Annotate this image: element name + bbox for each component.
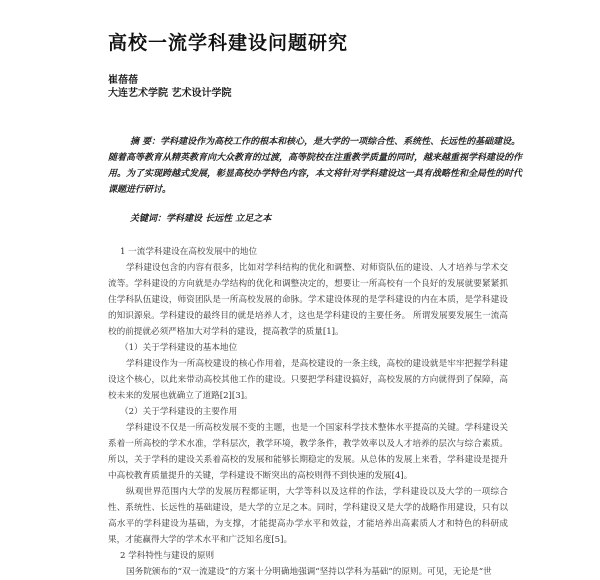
paper-title: 高校一流学科建设问题研究 (108, 32, 349, 54)
author-name: 崔蓓蓓 (108, 75, 138, 86)
paragraph-4: 纵观世界范围内大学的发展历程都证明，大学等科以及这样的作法，学科建设以及大学的一项综合性、系统性、长远性的基础建设，是大学的立足之本。同时，学科建设又是大学的战略作用建设，只有以高水平的学科建设为基础，为支撑，才能提高办学水平和效益，才能培养出高素质人才和特色的科研成果，才能赢得大学的学术水平和广泛知名度[5]。 (108, 487, 508, 545)
subsection-heading-1: （1）关于学科建设的基本地位 (120, 343, 238, 353)
body-text (108, 244, 508, 580)
paragraph-5: 国务院颁布的“双一流建设”的方案十分明确地强调“坚持以学科为基础”的原则。可见，无论是“世 (126, 567, 492, 577)
paragraph-1: 学科建设包含的内容有很多，比如对学科结构的优化和调整、对师资队伍的建设、人才培养与学术交流等。学科建设的方向就是办学结构的优化和调整决定的，想要让一所高校有一个良好的发展就要紧紧抓住学科队伍建设，师资团队是一所高校发展的命脉。学术建设体现的是学科建设的内在本质，是学科建设的知识源泉。学科建设的最终目的就是培养人才，这也是学科建设的主要任务。 所谓发展要发展生一流高校的前提就必须严格加大对学科的建设，提高教学的质量[1]。 (108, 263, 508, 337)
author-affiliation: 大连艺术学院 艺术设计学院 (108, 88, 232, 99)
paragraph-2: 学科建设作为一所高校建设的核心作用着，是高校建设的一条主线，高校的建设就是牢牢把握学科建设这个核心，以此来带动高校其他工作的建设。只要把学科建设搞好，高校发展的方向就得到了保障，高校未来的发展也就确立了道路[2][3]。 (108, 359, 508, 401)
keywords: 关键词：学科建设 长远性 立足之本 (130, 214, 272, 224)
subsection-heading-2: （2）关于学科建设的主要作用 (120, 407, 238, 417)
section-heading-1: 1 一流学科建设在高校发展中的地位 (120, 247, 258, 257)
abstract: 摘 要：学科建设作为高校工作的根本和核心，是大学的一项综合性、系统性、长远性的基础建设。随着高等教育从精英教育向大众教育的过渡，高等院校在注重教学质量的同时，越来越重视学科建设的作用。为了实现跨越式发展，彰显高校办学特色内容，本文将针对学科建设这一具有战略性和全局性的时代课题进行研讨。 (108, 137, 523, 195)
section-heading-2: 2 学科特性与建设的原则 (120, 551, 215, 561)
paragraph-3: 学科建设不仅是一所高校发展不变的主题，也是一个国家科学技术整体水平提高的关键。学科建设关系着一所高校的学术水准，学科层次，教学环境，教学条件，教学效率以及人才培养的层次与综合素质。所以，关于学科的建设关系着高校的发展和能够长期稳定的发展。从总体的发展上来看，学科建设是提升中高校教育质量提升的关键，学科建设不断突出的高校则得不到快速的发展[4]。 (108, 423, 508, 481)
